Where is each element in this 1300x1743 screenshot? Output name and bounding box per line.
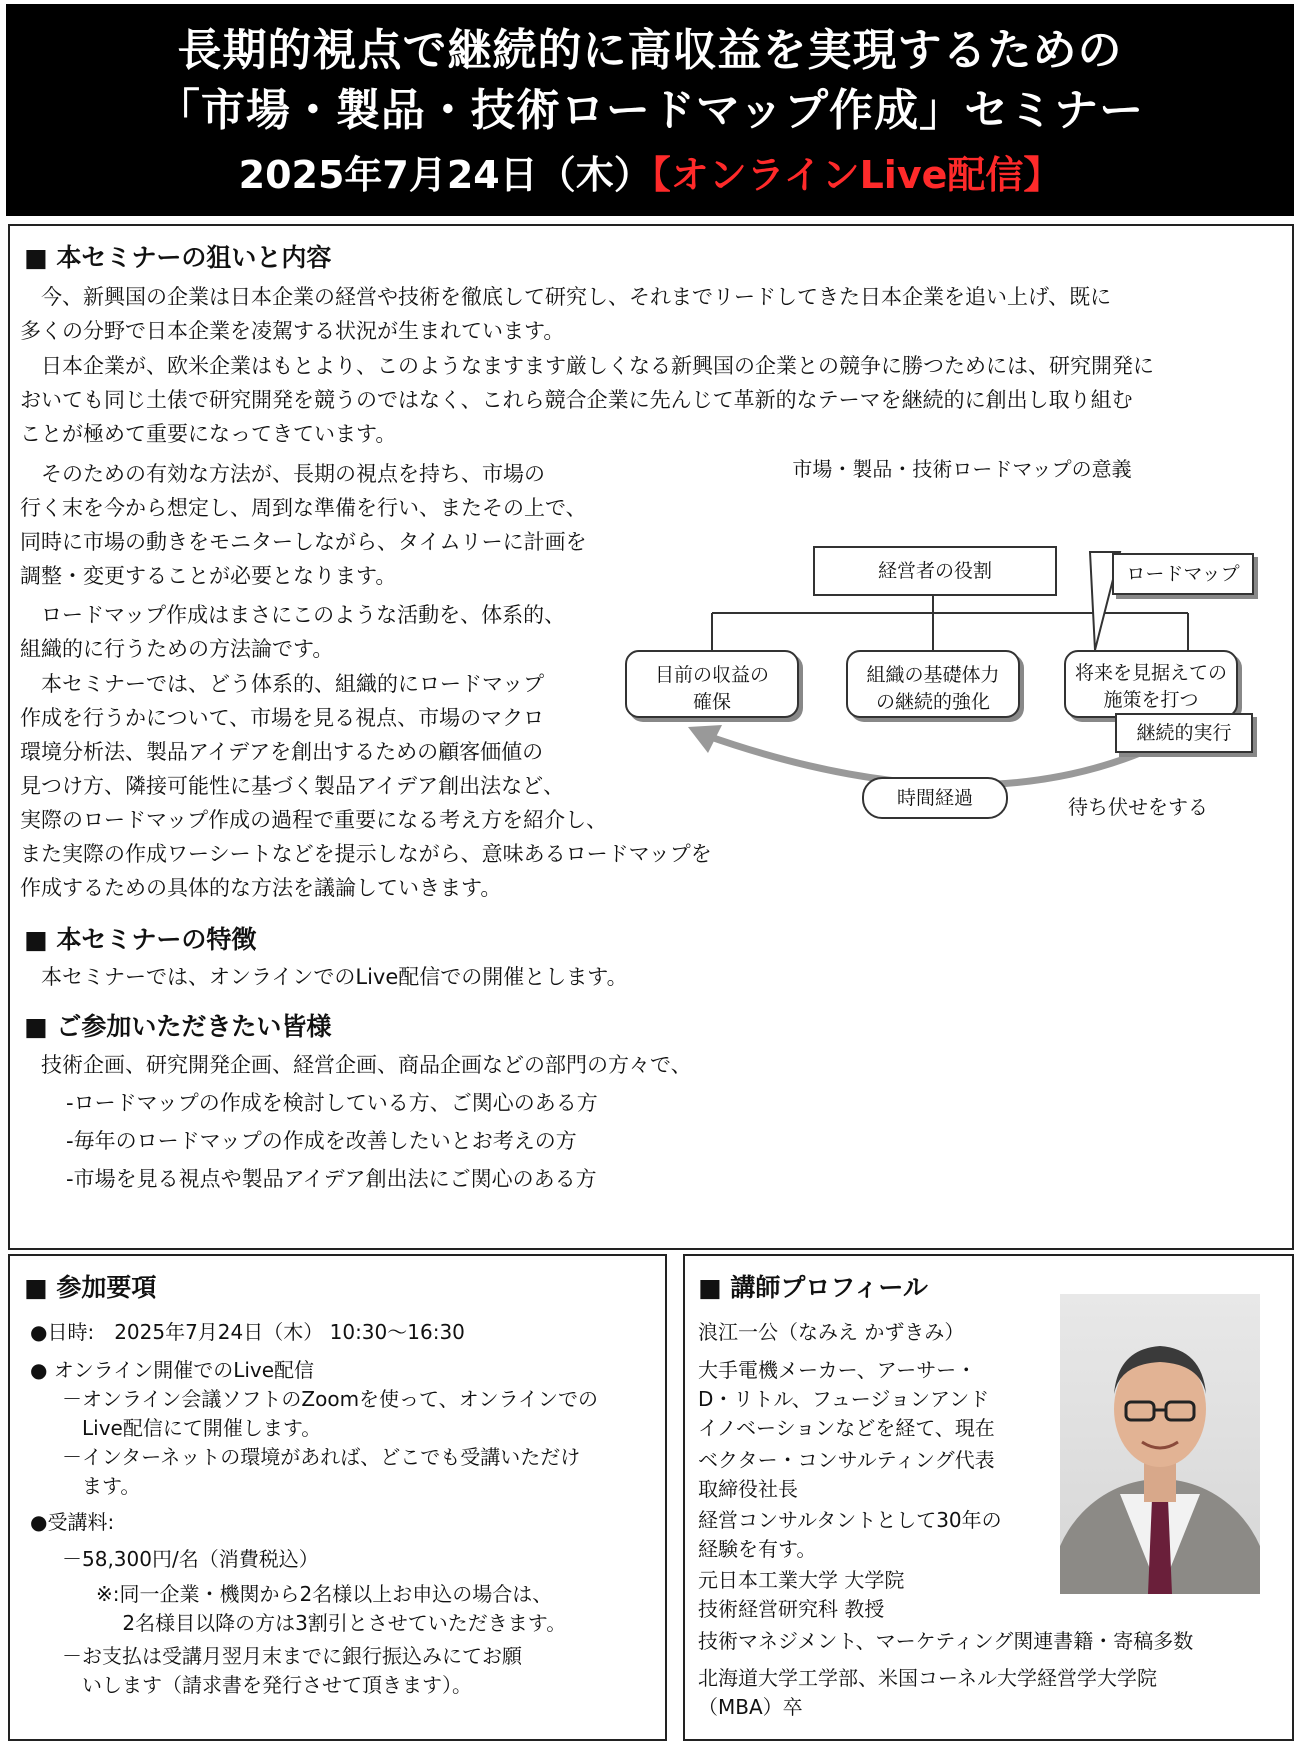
time-passage-label: 時間経過 [862,777,1008,819]
box-current-profit: 目前の収益の 確保 [625,650,799,718]
date-line [6,150,1294,200]
event-datetime: ●日時: 2025年7月24日（木） 10:30～16:30 [30,1320,465,1344]
audience-item: -毎年のロードマップの作成を改善したいとお考えの方 [66,1129,577,1153]
audience-intro: 技術企画、研究開発企画、経営企画、商品企画などの部門の方々で、 [20,1053,692,1077]
features-heading: ■ 本セミナーの特徴 [24,925,257,954]
aims-paragraph-4: ロードマップ作成はまさにこのような活動を、体系的、 組織的に行うための方法論です。 [20,603,566,661]
instructor-publications: 技術マネジメント、マーケティング関連書籍・寄稿多数 [698,1629,1194,1653]
aims-paragraph-3: そのための有効な方法が、長期の視点を持ち、市場の 行く末を今から想定し、周到な準備を行い、またその上で、 同時に市場の動きをモニターしながら、タイムリーに計画を 調整・変更することが必要となります。 [20,462,587,588]
instructor-position: ベクター・コンサルティング代表 取締役社長 [698,1448,995,1501]
box-future-measures: 将来を見据えての 施策を打つ [1064,650,1238,718]
requirements-heading: ■ 参加要項 [24,1273,157,1302]
payment-terms: －お支払は受講月翌月末までに銀行振込みにてお願 いします（請求書を発行させて頂きます）。 [62,1644,522,1697]
fee-title: ●受講料: [30,1510,115,1534]
title-line-2: 「市場・製品・技術ロードマップ作成」セミナー [155,85,1145,136]
instructor-photo [1060,1294,1260,1594]
aims-paragraph-1: 今、新興国の企業は日本企業の経営や技術を徹底して研究し、それまでリードしてきた日本企業を追い上げ、既に 多くの分野で日本企業を凌駕する状況が生まれています。 [20,285,1112,343]
aims-paragraph-5: 本セミナーでは、どう体系的、組織的にロードマップ 作成を行うかについて、市場を見る視点、市場のマクロ 環境分析法、製品アイデアを創出するための顧客価値の 見つけ方、隣接可能性に基づく製品アイデア創出法など、 実際のロードマップ作成の過程で重要になる考え方を紹介し、 また実際の作成ワーシートなどを提示しながら、意味あるロードマップを 作成するための具体的な方法を議論していきます。 [20,672,712,900]
header-banner [6,4,1294,216]
ambush-label: 待ち伏せをする [1068,795,1208,819]
audience-heading: ■ ご参加いただきたい皆様 [24,1012,332,1041]
instructor-former-role: 元日本工業大学 大学院 技術経営研究科 教授 [698,1568,905,1621]
diagram-title: 市場・製品・技術ロードマップの意義 [792,457,1132,481]
tag-continuous-execution: 継続的実行 [1115,713,1253,753]
online-format-detail-2: －インターネットの環境があれば、どこでも受講いただけ ます。 [62,1445,581,1498]
box-organizational-strength: 組織の基礎体力 の継続的強化 [846,650,1020,718]
callout-roadmap: ロードマップ [1112,553,1254,595]
box-executive-role: 経営者の役割 [813,546,1057,596]
instructor-name: 浪江一公（なみえ かずきみ） [698,1320,965,1344]
delivery-format: 【オンラインLive配信】 [651,153,1062,197]
title-line-1: 長期的視点で継続的に高収益を実現するための [177,25,1123,76]
instructor-education: 北海道大学工学部、米国コーネル大学経営学大学院 （MBA）卒 [698,1666,1157,1719]
fee-discount-note: ※:同一企業・機関から2名様以上お申込の場合は、 2名様目以降の方は3割引とさせていただきます。 [96,1582,567,1635]
online-format-detail-1: －オンライン会議ソフトのZoomを使って、オンラインでの Live配信にて開催します。 [62,1387,599,1440]
audience-item: -ロードマップの作成を検討している方、ご関心のある方 [66,1091,598,1115]
features-text: 本セミナーでは、オンラインでのLive配信での開催とします。 [20,965,628,989]
aims-paragraph-2: 日本企業が、欧米企業はもとより、このようなますます厳しくなる新興国の企業との競争に勝つためには、研究開発に おいても同じ土俵で研究開発を競うのではなく、これら競合企業に先んじて革新的なテーマを継続的に創出し取り組む ことが極めて重要になってきています。 [20,354,1154,446]
instructor-experience: 経営コンサルタントとして30年の 経験を有す。 [698,1508,1002,1561]
roadmap-diagram [600,455,1280,835]
fee-amount: －58,300円/名（消費税込） [62,1547,319,1571]
profile-heading: ■ 講師プロフィール [698,1273,928,1302]
seminar-date: 2025年7月24日（木） [238,153,652,197]
portrait-illustration [1060,1294,1260,1594]
aims-heading: ■ 本セミナーの狙いと内容 [24,243,332,272]
online-format-title: ● オンライン開催でのLive配信 [30,1358,315,1382]
audience-item: -市場を見る視点や製品アイデア創出法にご関心のある方 [66,1167,597,1191]
instructor-career: 大手電機メーカー、アーサー・ D・リトル、フュージョンアンド イノベーションなどを経て、現在 [698,1358,995,1440]
